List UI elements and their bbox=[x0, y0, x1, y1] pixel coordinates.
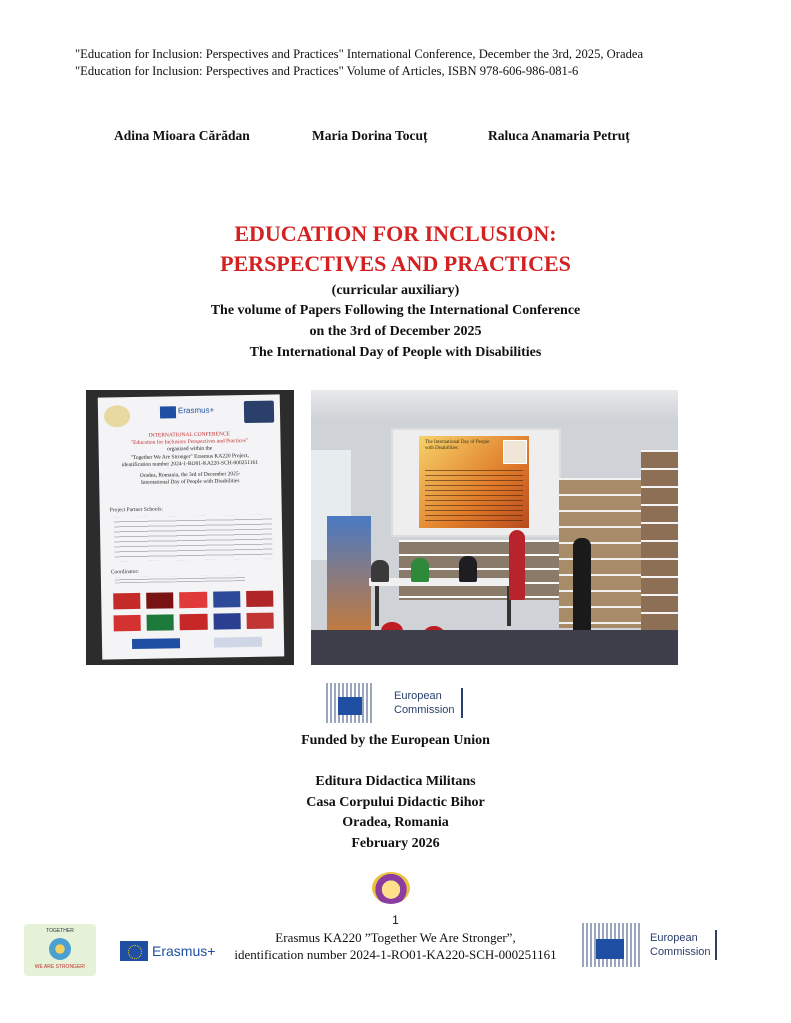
poster-ec-icon bbox=[214, 637, 262, 648]
person-seated bbox=[371, 560, 389, 582]
poster-place: Oradea, Romania, the 3rd of December 2025- bbox=[139, 471, 241, 479]
erasmus-logo-text: Erasmus+ bbox=[152, 943, 216, 959]
author-2: Maria Dorina Tocuț bbox=[312, 128, 428, 143]
person-standing bbox=[573, 538, 591, 642]
person-seated bbox=[411, 558, 429, 582]
poster-idnum: identification number 2024-1-RO01-KA220-SCH-000251161 bbox=[121, 459, 259, 469]
ec-footer-label-line-1: European bbox=[650, 932, 698, 944]
poster-eu-funded-icon bbox=[132, 638, 180, 649]
ceiling bbox=[311, 390, 678, 420]
bookshelf-right bbox=[559, 478, 643, 628]
header-line-2: "Education for Inclusion: Perspectives and Practices" Volume of Articles, ISBN 978-606-986-081-6 bbox=[75, 64, 579, 78]
ec-logo-footer bbox=[582, 922, 717, 968]
ec-label-line-2: Commission bbox=[394, 704, 455, 716]
conference-room-photo bbox=[311, 390, 678, 665]
flag-icon bbox=[180, 592, 207, 608]
subtitle-volume: The volume of Papers Following the International Conference bbox=[210, 303, 581, 318]
ec-footer-label-line-2: Commission bbox=[650, 946, 711, 958]
slide-image bbox=[503, 440, 527, 464]
subtitle-date: on the 3rd of December 2025 bbox=[309, 324, 482, 339]
ec-building-icon bbox=[326, 683, 374, 723]
publication-date: February 2026 bbox=[351, 836, 440, 851]
poster-coordinator-text bbox=[115, 575, 245, 583]
ec-label-line-1: European bbox=[394, 690, 442, 702]
title-line-1: EDUCATION FOR INCLUSION: bbox=[234, 221, 557, 246]
eu-flag-icon bbox=[596, 939, 624, 959]
poster-erasmus-label: Erasmus+ bbox=[177, 405, 215, 416]
eu-flag-icon bbox=[160, 406, 176, 418]
flag-icon bbox=[246, 591, 273, 607]
flag-icon bbox=[213, 591, 240, 607]
project-logo-bottom-text: WE ARE STRONGER! bbox=[34, 964, 86, 970]
header-line-1: "Education for Inclusion: Perspectives and Practices" International Conference, December the 3rd, 2025, Oradea bbox=[75, 47, 644, 61]
poster-organized: organized within the bbox=[167, 446, 213, 453]
slide bbox=[419, 436, 529, 528]
footer-line-2: identification number 2024-1-RO01-KA220-SCH-000251161 bbox=[234, 947, 557, 962]
person-standing-speaker bbox=[509, 530, 525, 600]
poster-project: "Together We Are Stronger" Erasmus KA220 Project, bbox=[130, 452, 249, 461]
publisher-house: Casa Corpului Didactic Bihor bbox=[306, 795, 485, 810]
flag-icon bbox=[213, 613, 240, 629]
poster-flags-row-2 bbox=[114, 613, 274, 632]
poster-flags-row bbox=[113, 591, 273, 610]
publisher-city: Oradea, Romania bbox=[342, 815, 449, 830]
poster-partners-label: Project Partner Schools: bbox=[109, 506, 163, 514]
publisher-name: Editura Didactica Militans bbox=[315, 774, 476, 789]
poster-heading: INTERNATIONAL CONFERENCE bbox=[148, 431, 231, 439]
school-logo-icon bbox=[104, 405, 130, 427]
eu-flag-icon bbox=[338, 697, 362, 715]
poster-coordinator-label: Coordinator: bbox=[110, 568, 139, 576]
title-line-2: PERSPECTIVES AND PRACTICES bbox=[220, 251, 571, 276]
slide-text-lines bbox=[425, 466, 523, 522]
poster-sheet bbox=[98, 394, 285, 659]
author-3: Raluca Anamaria Petruț bbox=[488, 128, 630, 143]
ccd-emblem-icon bbox=[372, 872, 410, 904]
flag-icon bbox=[180, 614, 207, 630]
panel-table bbox=[369, 578, 519, 586]
poster-conf-title: "Education for Inclusion: Perspectives and Practices" bbox=[130, 438, 249, 447]
author-1: Adina Mioara Cărădan bbox=[114, 128, 250, 143]
floor bbox=[311, 630, 678, 665]
funded-by-eu: Funded by the European Union bbox=[301, 733, 490, 748]
project-logo-top-text: TOGETHER bbox=[46, 928, 74, 934]
subtitle-curricular: (curricular auxiliary) bbox=[331, 283, 460, 298]
subtitle-day: The International Day of People with Disabilities bbox=[249, 345, 542, 360]
rollup-banner bbox=[327, 516, 371, 636]
flag-icon bbox=[113, 593, 140, 609]
person-seated bbox=[459, 556, 477, 582]
page-number: 1 bbox=[392, 913, 399, 927]
table-leg bbox=[375, 586, 379, 626]
flag-icon bbox=[246, 613, 273, 629]
ec-footer-divider bbox=[715, 930, 717, 960]
flag-icon bbox=[147, 614, 174, 630]
ec-logo-center bbox=[326, 682, 463, 724]
ec-building-icon bbox=[582, 923, 640, 967]
cse-logo-icon bbox=[244, 401, 274, 424]
slide-title: The International Day of People with Disabilities bbox=[425, 440, 490, 451]
poster-partner-list bbox=[114, 515, 273, 562]
flag-icon bbox=[114, 615, 141, 631]
poster-day: International Day of People with Disabilities bbox=[140, 478, 240, 487]
ec-divider bbox=[461, 688, 463, 718]
footer-line-1: Erasmus KA220 ”Together We Are Stronger”, bbox=[275, 930, 516, 945]
conference-poster-photo bbox=[86, 390, 294, 665]
projection-screen bbox=[391, 428, 561, 537]
bookshelf-far-right bbox=[641, 450, 678, 660]
flag-icon bbox=[146, 592, 173, 608]
